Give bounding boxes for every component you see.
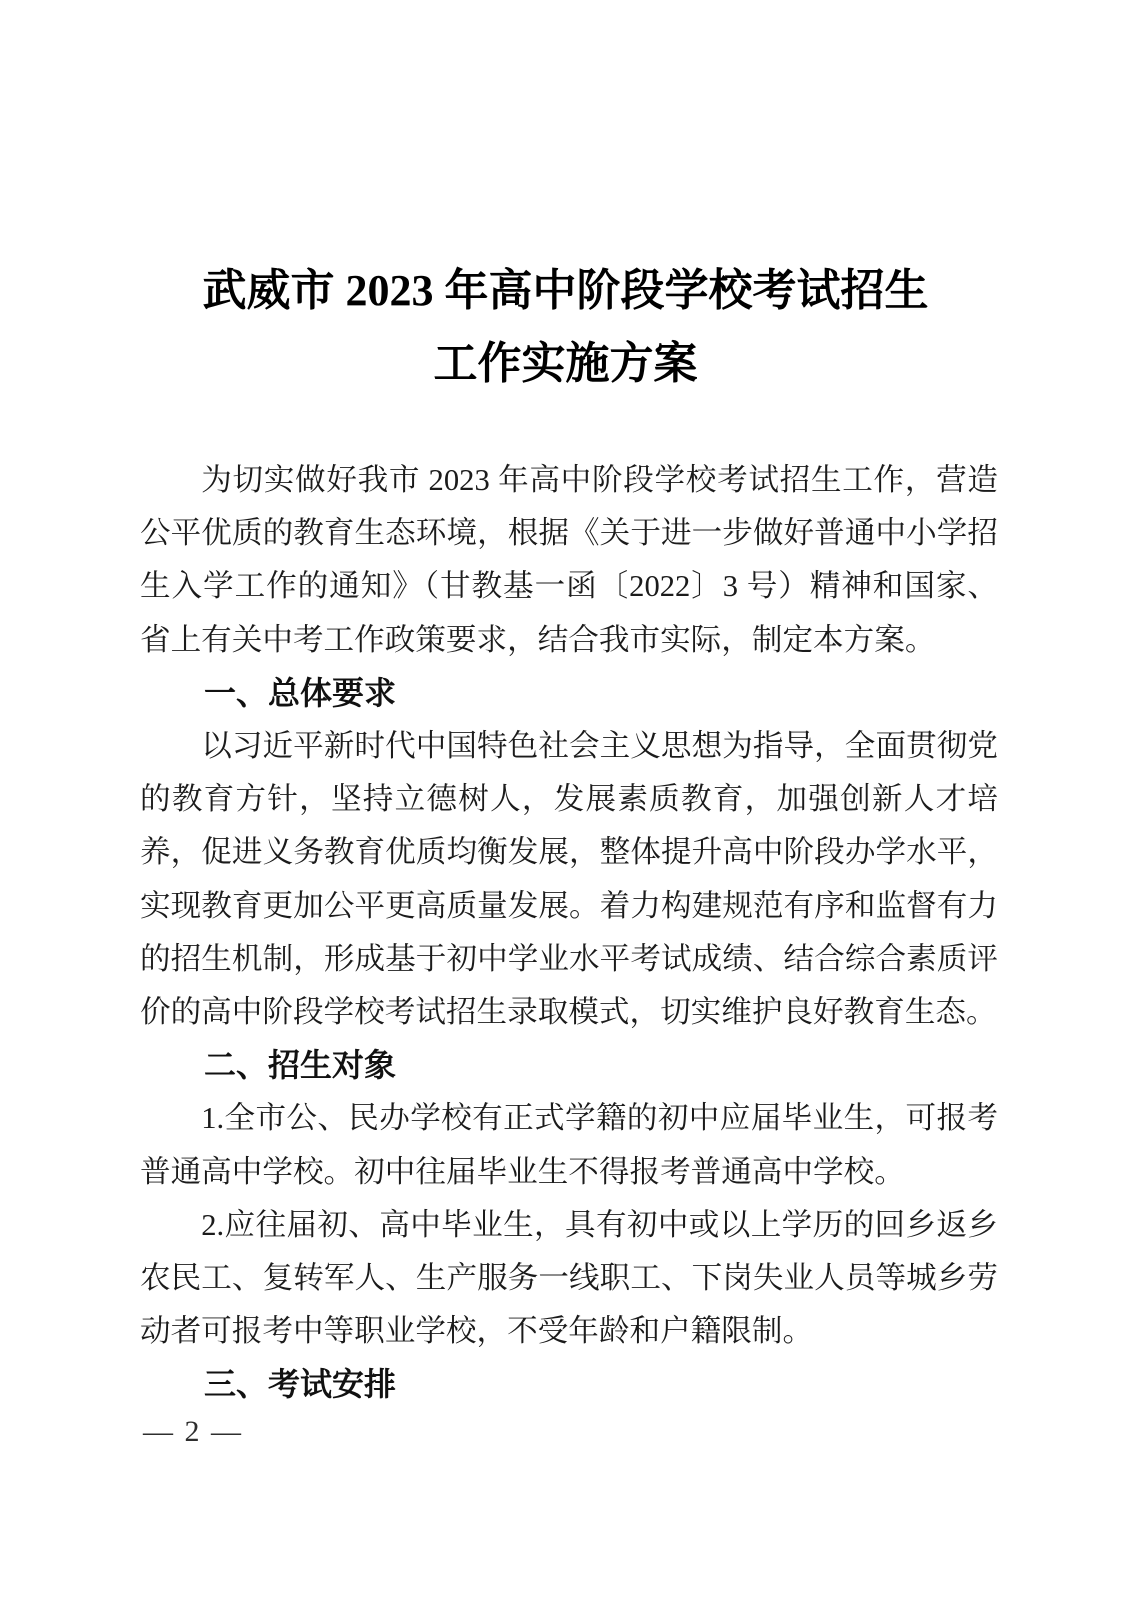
body-paragraph: 为切实做好我市 2023 年高中阶段学校考试招生工作，营造公平优质的教育生态环境，根据《关于进一步做好普通中小学招生入学工作的通知》（甘教基一函〔2022〕3 号）精神和国家、省上有关中考工作政策要求，结合我市实际，制定本方案。 <box>140 463 998 657</box>
body-paragraph: 1.全市公、民办学校有正式学籍的初中应届毕业生，可报考普通高中学校。初中往届毕业生不得报考普通高中学校。 <box>140 1101 998 1189</box>
body-paragraph: 以习近平新时代中国特色社会主义思想为指导，全面贯彻党的教育方针，坚持立德树人，发展素质教育，加强创新人才培养，促进义务教育优质均衡发展，整体提升高中阶段办学水平，实现教育更加公平更高质量发展。着力构建规范有序和监督有力的招生机制，形成基于初中学业水平考试成绩、结合综合素质评价的高中阶段学校考试招生录取模式，切实维护良好教育生态。 <box>140 729 998 1030</box>
section-heading: 一、总体要求 <box>204 674 397 711</box>
document-body <box>140 454 998 1412</box>
document-title-line-1: 武威市 2023 年高中阶段学校考试招生 <box>202 266 929 315</box>
document-title <box>0 0 1131 400</box>
section-heading: 三、考试安排 <box>204 1366 397 1403</box>
section-heading: 二、招生对象 <box>204 1047 397 1084</box>
document-title-line-2: 工作实施方案 <box>433 339 698 388</box>
body-paragraph: 2.应往届初、高中毕业生，具有初中或以上学历的回乡返乡农民工、复转军人、生产服务一线职工、下岗失业人员等城乡劳动者可报考中等职业学校，不受年龄和户籍限制。 <box>140 1207 998 1349</box>
page-number: — 2 — <box>143 1415 243 1448</box>
